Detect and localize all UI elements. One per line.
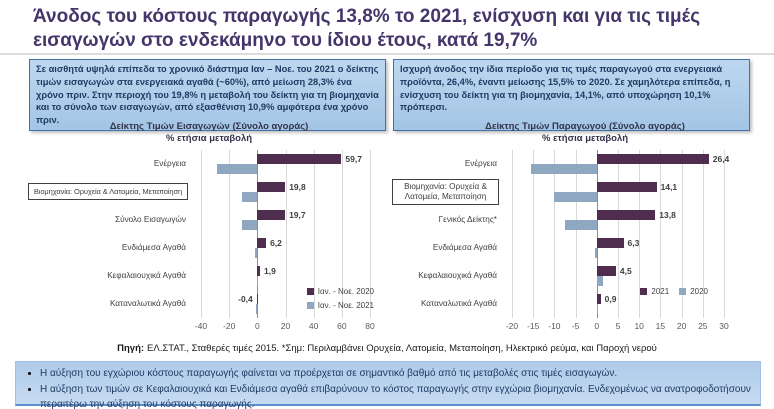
chart-import-price-index xyxy=(28,121,390,333)
category-label: Γενικός Δείκτης* xyxy=(438,214,497,224)
bar-light xyxy=(242,220,257,230)
x-tick-label: 0 xyxy=(594,320,600,331)
bar-dark xyxy=(597,154,709,164)
x-tick-label: 20 xyxy=(676,320,687,331)
bar-dark xyxy=(597,294,601,304)
bar-dark xyxy=(257,266,260,276)
category-labels xyxy=(392,150,504,332)
label-row xyxy=(392,290,504,318)
bar-dark xyxy=(257,210,285,220)
x-axis xyxy=(194,318,375,332)
x-tick-label: -5 xyxy=(571,320,580,331)
label-row xyxy=(28,234,193,262)
bar-row xyxy=(201,178,370,206)
x-tick-label: -20 xyxy=(505,320,519,331)
bar-dark xyxy=(257,294,258,304)
category-label: Σύνολο Εισαγωγών xyxy=(115,214,186,224)
x-tick-label: 20 xyxy=(280,320,291,331)
bar-row xyxy=(512,234,724,262)
legend-item xyxy=(640,287,669,296)
bar-value-label: 13,8 xyxy=(659,209,676,220)
x-tick-label: 10 xyxy=(634,320,644,331)
bar-light xyxy=(217,164,257,174)
legend-item xyxy=(307,287,374,296)
category-label: Ενέργεια xyxy=(464,158,497,168)
bar-row xyxy=(512,178,724,206)
bar-value-label: 1,9 xyxy=(264,265,276,276)
chart-head xyxy=(392,121,750,146)
label-row xyxy=(28,150,193,178)
chart-producer-price-index xyxy=(392,121,750,333)
bar-row xyxy=(201,206,370,234)
x-tick-label: 60 xyxy=(337,320,347,331)
x-tick-label: 0 xyxy=(254,320,260,331)
legend-label: 2021 xyxy=(651,286,670,296)
legend-item xyxy=(307,301,374,310)
info-box-producer-prices: Ισχυρή άνοδος την ίδια περίοδο για τις τιμές παραγωγού στα ενεργειακά προϊόντα, 26,4%, έναντι μείωσης 15,5% το 2020. Σε χαμηλότερα επίπεδα, η ενίσχυση του δείκτη για τη βιομηχανία, 14,1%, από υποχώρηση 10,1% πρόπερσι. xyxy=(393,59,750,131)
source-prefix: Πηγή: xyxy=(117,343,145,354)
bar-value-label: 4,5 xyxy=(619,265,632,276)
legend-swatch-icon xyxy=(307,288,314,295)
category-label: Καταναλωτικά Αγαθά xyxy=(420,298,497,308)
bar-dark xyxy=(257,182,285,192)
x-tick-label: 25 xyxy=(698,320,708,331)
bar-value-label: 0,9 xyxy=(604,293,617,304)
bar-dark xyxy=(257,154,341,164)
category-labels xyxy=(28,150,193,332)
bar-dark xyxy=(257,238,266,248)
plot-area xyxy=(194,150,375,332)
category-label: Καταναλωτικά Αγαθά xyxy=(109,298,186,308)
bar-dark xyxy=(597,238,624,248)
summary-bullet-list xyxy=(24,366,752,409)
bar-row xyxy=(512,150,730,178)
label-row xyxy=(28,290,193,318)
title-divider xyxy=(0,53,774,55)
bar-value-label: -0,4 xyxy=(238,293,253,304)
label-row xyxy=(392,234,504,262)
legend-swatch-icon xyxy=(679,288,686,295)
bar-value-label: 19,8 xyxy=(289,181,306,192)
chart-title: Δείκτης Τιμών Εισαγωγών (Σύνολο αγοράς) xyxy=(109,121,309,132)
legend-item xyxy=(679,287,708,296)
source-note xyxy=(0,343,774,354)
chart-title: Δείκτης Τιμών Παραγωγού (Σύνολο αγοράς) xyxy=(485,121,685,132)
legend-swatch-icon xyxy=(640,288,647,295)
x-tick-label: 30 xyxy=(719,320,729,331)
bar-light xyxy=(256,304,257,314)
x-tick-label: 40 xyxy=(308,320,319,331)
bar-light xyxy=(255,248,257,258)
x-tick-label: -10 xyxy=(548,320,561,331)
x-tick-label: 80 xyxy=(365,320,375,331)
bar-light xyxy=(597,304,598,314)
legend-label: Ιαν. - Νοε. 2020 xyxy=(317,286,374,296)
bar-light xyxy=(531,164,597,174)
info-box-import-prices: Σε αισθητά υψηλά επίπεδα το χρονικό διάστημα Ιαν – Νοε. του 2021 ο δείκτης τιμών εισαγωγών στα ενεργειακά αγαθά (~60%), από μείωση 28,3% ένα χρόνο πριν. Στην περιοχή του 19,8% η μεταβολή του δείκτη για τη βιομηχανία και το σύνολο των εισαγωγών, από εξασθένιση 10,9% αμφότερα ένα χρόνο πριν. xyxy=(29,59,386,131)
bar-dark xyxy=(597,210,656,220)
bar-row xyxy=(201,234,370,262)
x-tick-label: -20 xyxy=(223,320,236,331)
legend-label: 2020 xyxy=(690,286,708,296)
bar-value-label: 26,4 xyxy=(712,153,730,164)
x-tick-label: 15 xyxy=(655,320,666,331)
bar-light xyxy=(257,276,258,286)
label-row xyxy=(28,178,193,206)
page-title: Άνοδος του κόστους παραγωγής 13,8% το 2021, ενίσχυση και για τις τιμές εισαγωγών στο ενδεκάμηνο του ίδιου έτους, κατά 19,7% xyxy=(33,6,701,52)
x-tick-label: -15 xyxy=(527,320,540,331)
category-label-boxed: Βιομηχανία: Ορυχεία & Λατομεία, Μεταποίηση xyxy=(28,183,188,200)
chart-body xyxy=(28,150,390,332)
label-row xyxy=(28,206,193,234)
category-label: Ενδιάμεσα Αγαθά xyxy=(121,242,186,252)
bar-light xyxy=(554,192,597,202)
summary-box xyxy=(15,361,761,409)
chart-body xyxy=(392,150,750,332)
category-label: Κεφαλαιουχικά Αγαθά xyxy=(107,270,186,280)
bar-dark xyxy=(597,266,616,276)
bar-value-label: 14,1 xyxy=(660,181,678,192)
label-row xyxy=(28,262,193,290)
bar-value-label: 6,2 xyxy=(270,237,282,248)
category-label: Ενδιάμεσα Αγαθά xyxy=(432,242,497,252)
bar-light xyxy=(242,192,257,202)
x-axis xyxy=(505,318,729,332)
chart-subtitle: % ετήσια μεταβολή xyxy=(541,133,629,145)
source-text: ΕΛ.ΣΤΑΤ., Σταθερές τιμές 2015. *Σημ: Περιλαμβάνει Ορυχεία, Λατομεία, Μεταποίηση, Ηλεκτρικό ρεύμα, και Παροχή νερού xyxy=(147,343,657,354)
x-tick-label: -40 xyxy=(194,320,208,331)
category-label-boxed: Βιομηχανία: Ορυχεία & Λατομεία, Μεταποίηση xyxy=(392,179,499,205)
bar-value-label: 19,7 xyxy=(289,209,306,220)
bar-row xyxy=(201,150,370,178)
label-row xyxy=(392,150,504,178)
category-label: Κεφαλαιουχικά Αγαθά xyxy=(418,270,497,280)
legend xyxy=(640,287,708,296)
chart-head xyxy=(28,121,390,146)
bullet-item: • Η αύξηση των τιμών σε Κεφαλαιουχικά και Ενδιάμεσα αγαθά επιβαρύνουν το κόστος παραγωγής στην εγχώρια βιομηχανία. Ενδεχομένως να ανατροφοδοτήσουν περαιτέρω την αύξηση του κόστους παραγωγής. xyxy=(40,382,752,409)
bar-light xyxy=(597,276,603,286)
legend-label: Ιαν. - Νοε. 2021 xyxy=(317,300,374,310)
legend xyxy=(307,287,374,310)
plot-area xyxy=(505,150,730,332)
gridline xyxy=(724,150,725,318)
bar-row xyxy=(512,206,724,234)
x-tick-label: 5 xyxy=(615,320,621,331)
label-row xyxy=(392,178,504,206)
bar-value-label: 6,3 xyxy=(627,237,640,248)
bar-light xyxy=(595,248,597,258)
legend-swatch-icon xyxy=(307,302,314,309)
label-row xyxy=(392,262,504,290)
bar-value-label: 59,7 xyxy=(345,153,362,164)
label-row xyxy=(392,206,504,234)
bullet-item: • Η αύξηση του εγχώριου κόστους παραγωγής φαίνεται να προέρχεται σε σημαντικό βαθμό από τις μεταβολές στις τιμές εισαγωγών. xyxy=(40,366,752,381)
category-label: Ενέργεια xyxy=(153,158,186,168)
bar-light xyxy=(565,220,597,230)
chart-subtitle: % ετήσια μεταβολή xyxy=(165,133,253,145)
bar-dark xyxy=(597,182,657,192)
bar-row xyxy=(201,262,370,290)
bar-row xyxy=(512,262,724,290)
